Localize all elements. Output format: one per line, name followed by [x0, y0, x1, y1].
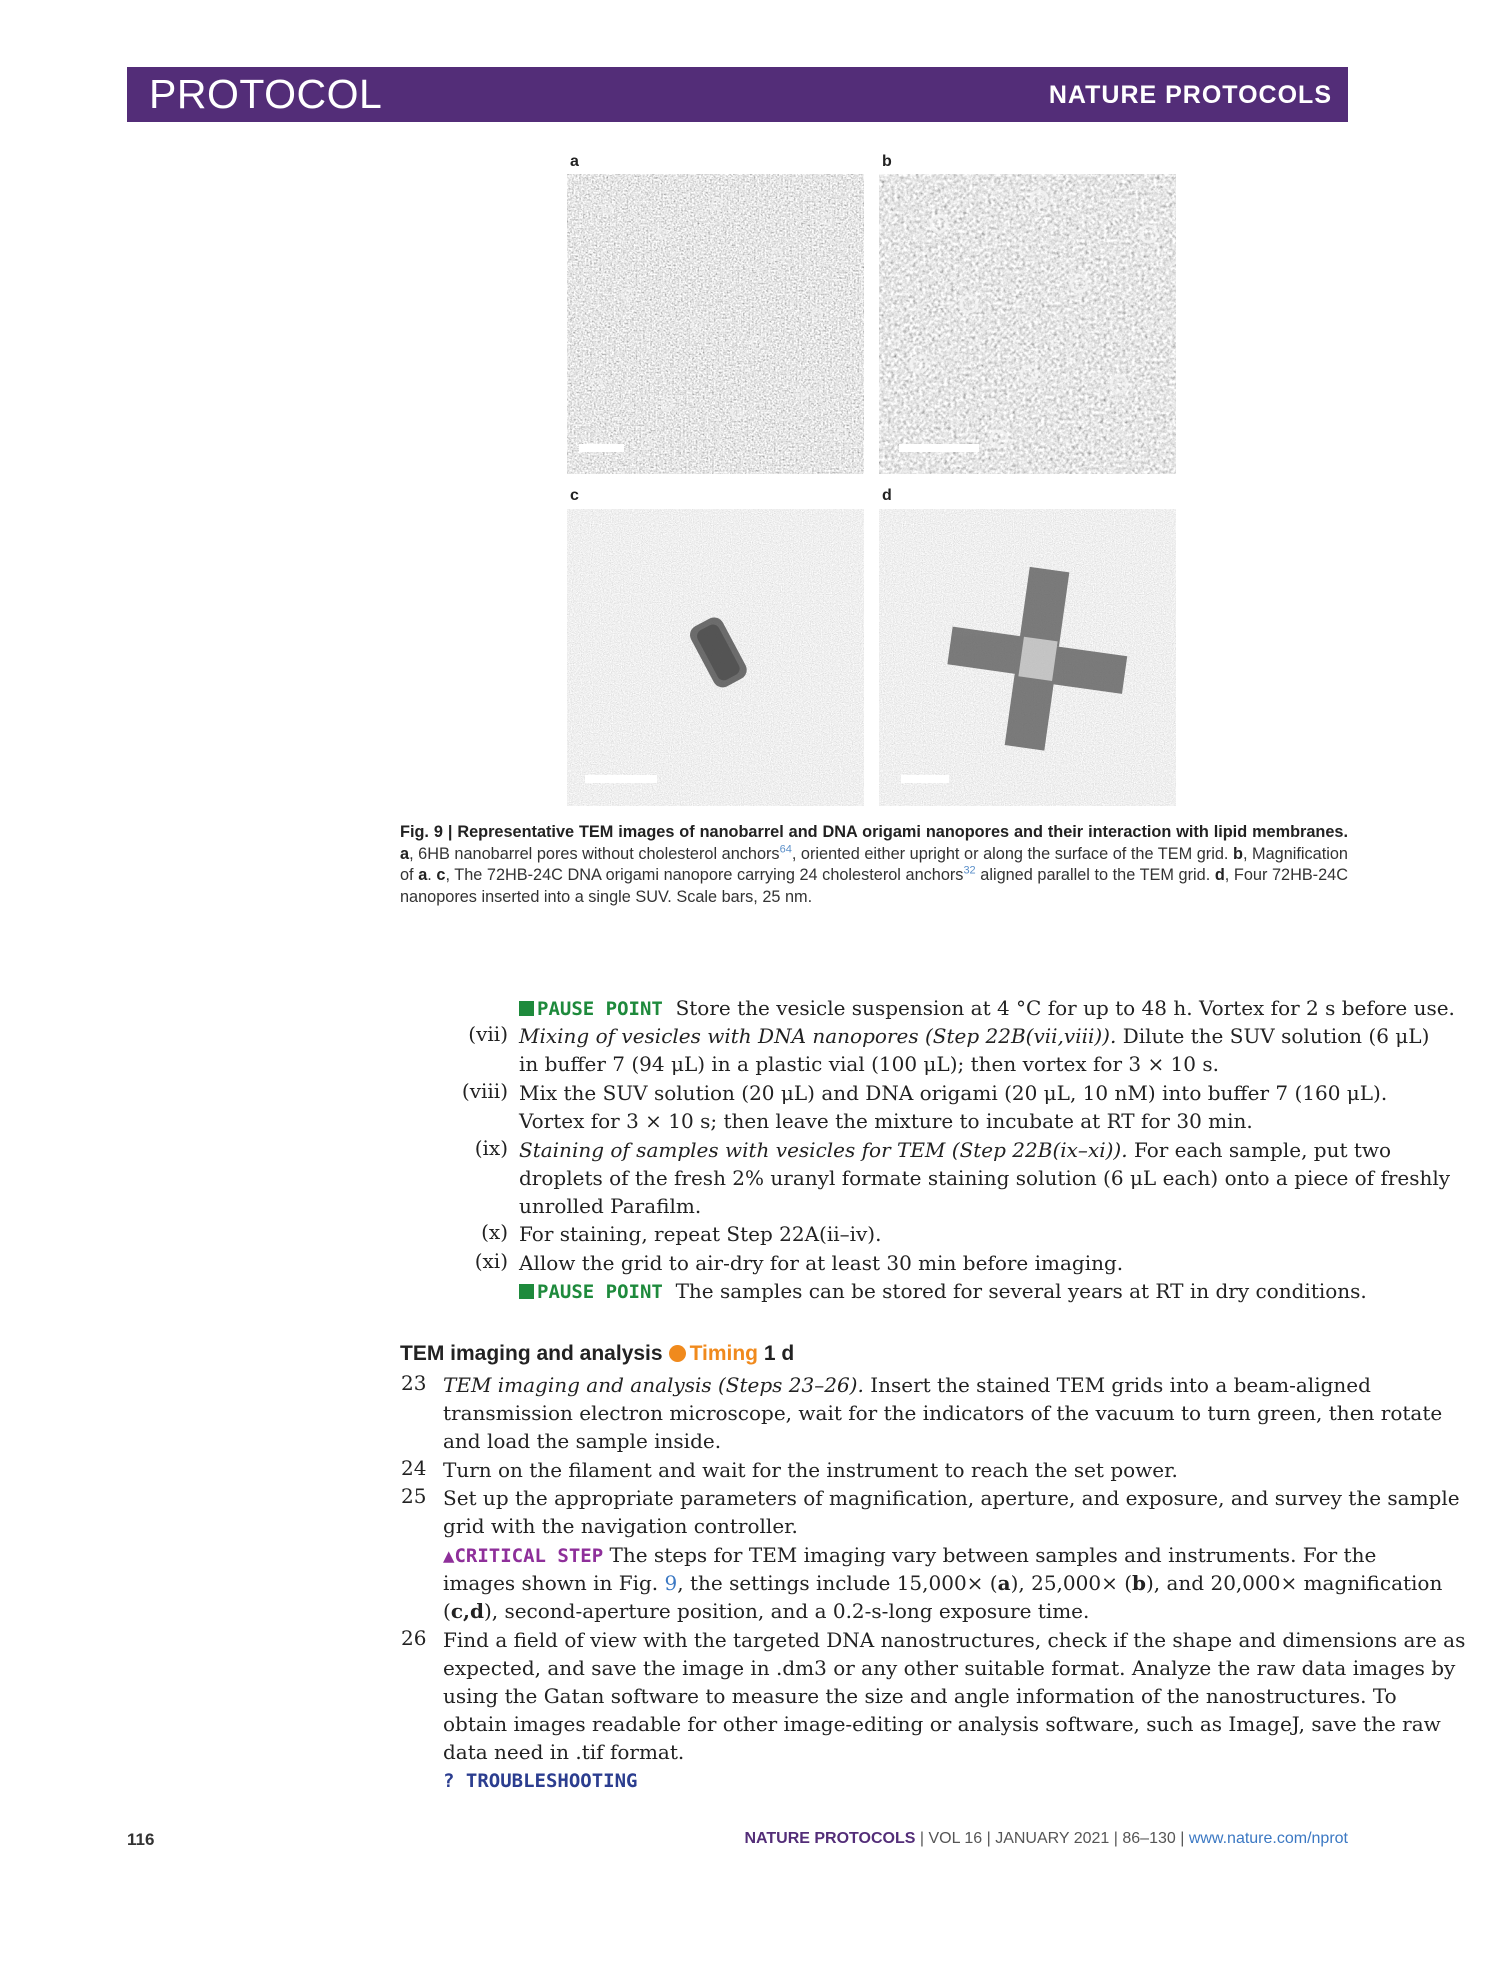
step-vii-line-2: in buffer 7 (94 μL) in a plastic vial (100 μL); then vortex for 3 × 10 s.	[519, 1052, 1219, 1076]
caption-text-c2: aligned parallel to the TEM grid.	[975, 866, 1215, 884]
panel-label-b: b	[882, 153, 892, 170]
tem-image-d	[879, 509, 1176, 806]
panel-label-c: c	[570, 487, 579, 504]
footer-date: JANUARY 2021	[995, 1830, 1110, 1847]
pause-point-label: PAUSE POINT	[537, 998, 663, 1020]
scale-bar-c	[585, 775, 657, 783]
caption-label-b: b	[1233, 844, 1243, 863]
critical-panel-a: a	[997, 1571, 1011, 1595]
critical-step-line-2	[443, 1569, 1443, 1597]
critical-step-text-1: The steps for TEM imaging vary between samples and instruments. For the	[609, 1543, 1377, 1567]
step-26-line-5: data need in .tif format.	[443, 1740, 685, 1764]
journal-name: NATURE PROTOCOLS	[1048, 81, 1332, 109]
step-26-line-1: Find a field of view with the targeted DNA nanostructures, check if the shape and dimensions are as	[443, 1628, 1466, 1652]
pause-point-2	[519, 1277, 1367, 1306]
caption-text-d: , Four 72HB-24C nanopores inserted into a single SUV. Scale bars, 25 nm.	[400, 866, 1348, 906]
step-ix-line-2: droplets of the fresh 2% uranyl formate staining solution (6 μL each) onto a piece of freshly	[519, 1166, 1451, 1190]
step-25-line-1: Set up the appropriate parameters of magnification, aperture, and exposure, and survey the sample	[443, 1486, 1460, 1510]
caption-ref-panel-a: a	[418, 866, 428, 884]
scale-bar-d	[901, 775, 949, 783]
critical-step-line-1	[443, 1541, 1377, 1570]
step-number-x: (x)	[481, 1220, 508, 1244]
caption-text-a2: , oriented either upright or along the surface of the TEM grid.	[791, 844, 1233, 863]
pause-point-label: PAUSE POINT	[537, 1281, 663, 1303]
panel-label-a: a	[570, 153, 579, 170]
caption-text-b2: .	[427, 866, 437, 884]
figure-link-9[interactable]: 9	[664, 1571, 678, 1595]
step-23-line-2: transmission electron microscope, wait for the indicators of the vacuum to turn green, then rotate	[443, 1401, 1443, 1425]
tem-image-a	[567, 174, 864, 474]
caption-title: Representative TEM images of nanobarrel and DNA origami nanopores and their interaction with lipid membranes.	[457, 823, 1348, 841]
pause-point-text: Store the vesicle suspension at 4 °C for up to 48 h. Vortex for 2 s before use.	[675, 996, 1455, 1020]
step-ix-line-3: unrolled Parafilm.	[519, 1194, 702, 1218]
tem-image-c	[567, 509, 864, 806]
step-ix-title: Staining of samples with vesicles for TEM (Step 22B(ix–xi)).	[519, 1138, 1128, 1162]
section-heading-text: TEM imaging and analysis	[400, 1342, 663, 1365]
step-number-xi: (xi)	[474, 1249, 508, 1273]
critical-step-line-3	[443, 1597, 1089, 1625]
header-bar	[127, 67, 1348, 122]
step-26-line-4: obtain images readable for other image-editing or analysis software, such as ImageJ, save the raw	[443, 1712, 1441, 1736]
critical-text-3b: ), second-aperture position, and a 0.2-s-long exposure time.	[483, 1599, 1090, 1623]
step-x-line-1: For staining, repeat Step 22A(ii–iv).	[519, 1222, 882, 1246]
critical-text-2c: ), 25,000× (	[1010, 1571, 1132, 1595]
step-number-26: 26	[401, 1626, 427, 1650]
step-26-line-2: expected, and save the image in .dm3 or any other suitable format. Analyze the raw data images by	[443, 1656, 1456, 1680]
step-number-ix: (ix)	[474, 1136, 508, 1160]
step-26-line-3: using the Gatan software to measure the size and angle information of the nanostructures. To	[443, 1684, 1397, 1708]
caption-label-a: a	[400, 844, 410, 863]
step-vii-title: Mixing of vesicles with DNA nanopores (Step 22B(vii,viii)).	[519, 1024, 1117, 1048]
troubleshooting-label[interactable]: ? TROUBLESHOOTING	[443, 1770, 638, 1792]
step-25-line-2: grid with the navigation controller.	[443, 1514, 798, 1538]
footer-url-link[interactable]: www.nature.com/nprot	[1188, 1830, 1348, 1847]
scale-bar-a	[579, 444, 624, 452]
page-number: 116	[127, 1830, 155, 1849]
step-number-viii: (viii)	[461, 1079, 508, 1103]
step-23-line-1	[443, 1371, 1371, 1399]
caption-ref-64[interactable]: 64	[779, 843, 792, 856]
step-viii-line-1: Mix the SUV solution (20 μL) and DNA origami (20 μL, 10 nM) into buffer 7 (160 μL).	[519, 1081, 1388, 1105]
caption-fig-label: Fig. 9 |	[400, 823, 458, 841]
section-heading	[400, 1342, 794, 1366]
step-24-line-1: Turn on the filament and wait for the instrument to reach the set power.	[443, 1458, 1178, 1482]
step-vii-text-1: Dilute the SUV solution (6 μL)	[1122, 1024, 1430, 1048]
tem-image-b	[879, 174, 1176, 474]
step-23-text-1: Insert the stained TEM grids into a beam-aligned	[870, 1373, 1371, 1397]
step-viii-line-2: Vortex for 3 × 10 s; then leave the mixture to incubate at RT for 30 min.	[519, 1109, 1253, 1133]
figure-caption	[400, 822, 1348, 908]
step-vii-line-1	[519, 1022, 1430, 1050]
timing-value: 1 d	[763, 1342, 795, 1365]
caption-text-c: , The 72HB-24C DNA origami nanopore carrying 24 cholesterol anchors	[445, 866, 964, 884]
caption-ref-32[interactable]: 32	[963, 864, 976, 877]
footer-citation	[744, 1830, 1348, 1848]
step-number-25: 25	[401, 1484, 427, 1508]
caption-label-d: d	[1214, 866, 1225, 884]
footer-separator: |	[982, 1830, 996, 1847]
footer-journal: NATURE PROTOCOLS	[744, 1830, 916, 1847]
footer-separator: |	[1109, 1830, 1123, 1847]
critical-panel-cd: c,d	[450, 1599, 484, 1623]
caption-text-b: , Magnification of	[400, 844, 1348, 884]
pause-square-icon	[519, 1001, 534, 1016]
critical-text-2a: images shown in Fig.	[443, 1571, 665, 1595]
step-xi-line-1: Allow the grid to air-dry for at least 30 min before imaging.	[519, 1251, 1124, 1275]
critical-text-3a: (	[443, 1599, 451, 1623]
step-number-24: 24	[401, 1456, 427, 1480]
critical-text-2d: ), and 20,000× magnification	[1145, 1571, 1443, 1595]
panel-label-d: d	[882, 487, 892, 504]
critical-step-label: ▲CRITICAL STEP	[443, 1545, 604, 1567]
step-ix-text-1: For each sample, put two	[1133, 1138, 1392, 1162]
step-number-23: 23	[401, 1371, 427, 1395]
step-23-line-3: and load the sample inside.	[443, 1429, 722, 1453]
pause-point-1	[519, 994, 1455, 1023]
critical-panel-b: b	[1132, 1571, 1146, 1595]
critical-text-2b: , the settings include 15,000× (	[677, 1571, 998, 1595]
footer-separator: |	[915, 1830, 929, 1847]
footer-pages: 86–130	[1122, 1830, 1176, 1847]
section-type-label: PROTOCOL	[149, 71, 383, 117]
timing-dot-icon	[669, 1345, 686, 1362]
caption-label-c: c	[436, 866, 446, 884]
caption-text-a: , 6HB nanobarrel pores without cholesterol anchors	[409, 844, 780, 863]
step-number-vii: (vii)	[468, 1022, 508, 1046]
step-ix-line-1	[519, 1136, 1392, 1164]
pause-square-icon	[519, 1284, 534, 1299]
troubleshooting-link[interactable]	[443, 1766, 637, 1795]
scale-bar-b	[899, 444, 979, 452]
timing-label: Timing	[689, 1342, 759, 1365]
pause-point-text: The samples can be stored for several years at RT in dry conditions.	[675, 1279, 1367, 1303]
footer-volume: VOL 16	[928, 1830, 983, 1847]
step-23-title: TEM imaging and analysis (Steps 23–26).	[443, 1373, 864, 1397]
footer-separator: |	[1175, 1830, 1189, 1847]
